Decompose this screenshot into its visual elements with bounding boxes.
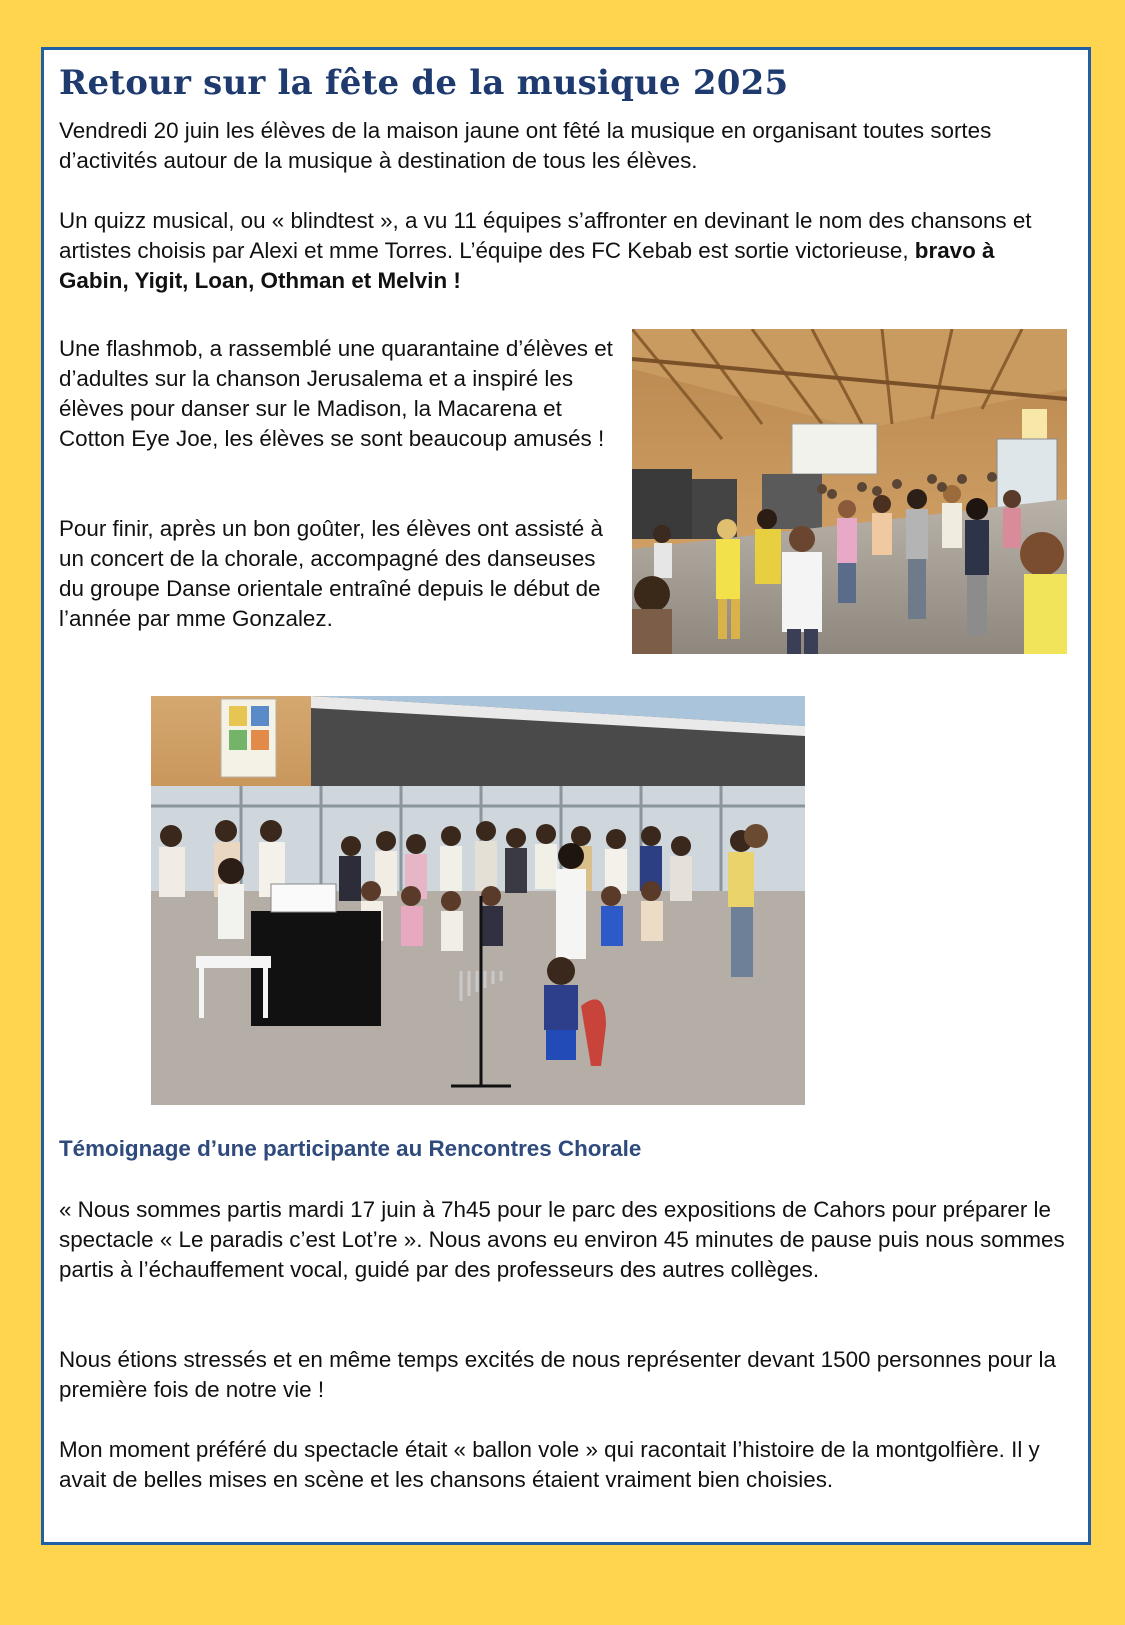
quiz-paragraph [59,206,1059,296]
quiz-text: Un quizz musical, ou « blindtest », a vu 11 équipes s’affronter en devinant le nom des chansons et artistes choisis par Alexi et mme Torres. L’équipe des FC Kebab est sortie victorieuse, [59,208,1032,263]
flashmob-paragraph: Une flashmob, a rassemblé une quarantaine d’élèves et d’adultes sur la chanson Jerusalema et a inspiré les élèves pour danser sur le Madison, la Macarena et Cotton Eye Joe, les élèves se sont beaucoup amusés ! [59,336,613,451]
testimony-paragraph-3: Mon moment préféré du spectacle était « ballon vole » qui racontait l’histoire de la montgolfière. Il y avait de belles mises en scène et les chansons étaient vraiment bien choisies. [59,1437,1040,1492]
testimony-heading: Témoignage d’une participante au Rencontres Chorale [59,1136,642,1161]
quiz-winners: bravo à Gabin, Yigit, Loan, Othman et Melvin ! [59,238,995,293]
concert-paragraph: Pour finir, après un bon goûter, les élèves ont assisté à un concert de la chorale, accompagné des danseuses du groupe Danse orientale entraîné depuis le début de l’année par mme Gonzalez. [59,516,603,631]
testimony-paragraph-1: « Nous sommes partis mardi 17 juin à 7h45 pour le parc des expositions de Cahors pour préparer le spectacle « Le paradis c’est Lot’re ». Nous avons eu environ 45 minutes de pause puis nous sommes partis à l’échauffement vocal, guidé par des professeurs des autres collèges. [59,1197,1065,1282]
article-title: Retour sur la fête de la musique 2025 [59,63,789,103]
choir-concert-photo [151,696,805,1105]
testimony-paragraph-2: Nous étions stressés et en même temps excités de nous représenter devant 1500 personnes pour la première fois de notre vie ! [59,1347,1056,1402]
intro-paragraph: Vendredi 20 juin les élèves de la maison jaune ont fêté la musique en organisant toutes sortes d’activités autour de la musique à destination de tous les élèves. [59,118,992,173]
article-panel [41,47,1091,1545]
flashmob-photo [632,329,1067,654]
